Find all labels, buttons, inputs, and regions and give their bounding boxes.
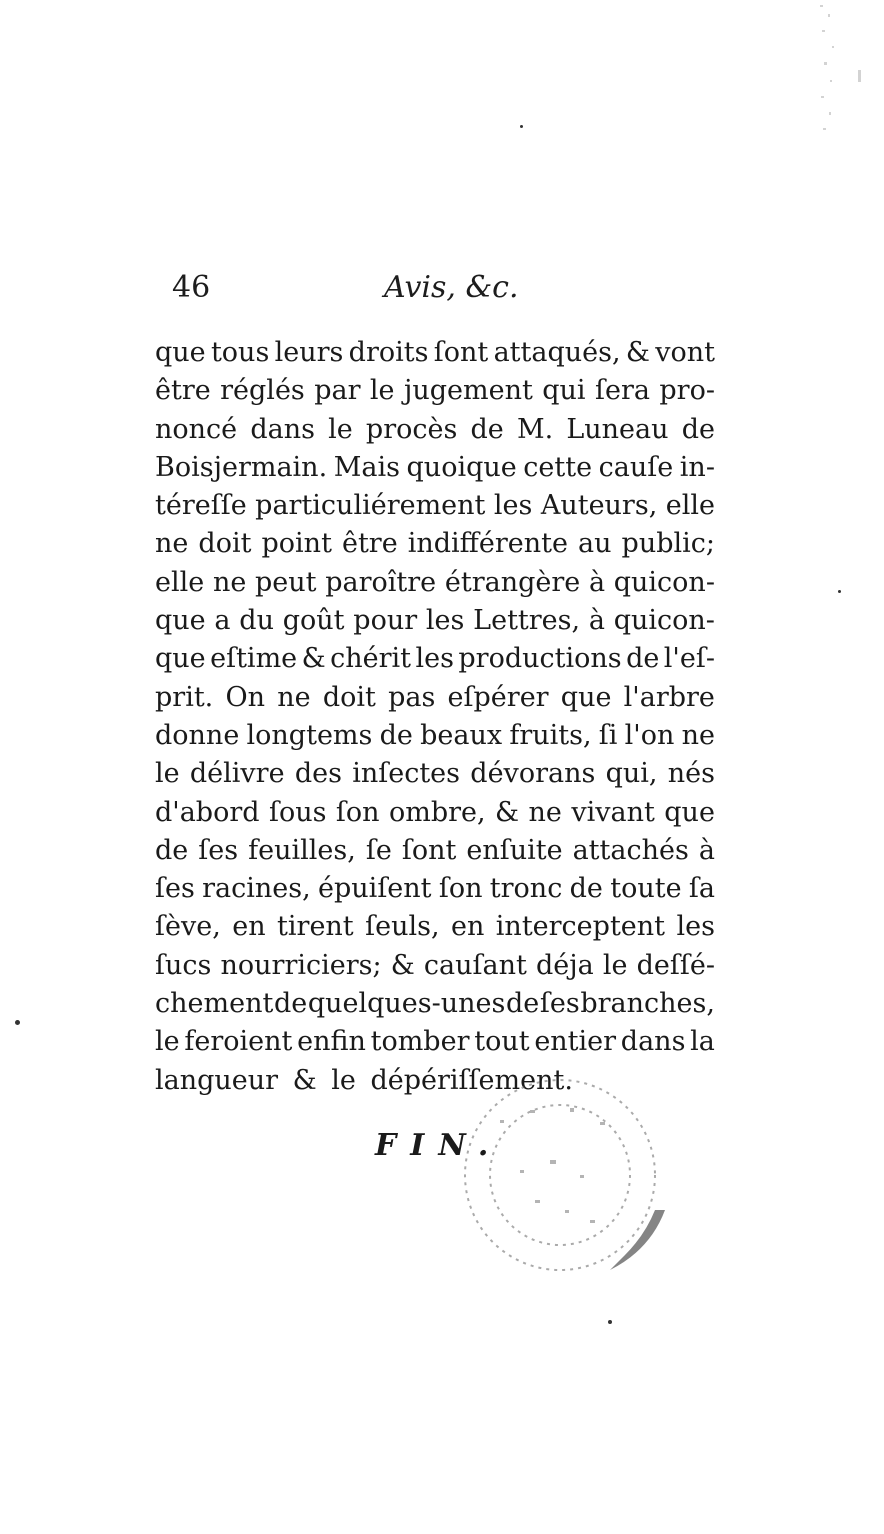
text-line: Boisjermain. Mais quoique cette cauſe in- bbox=[155, 451, 715, 483]
text-line: être réglés par le jugement qui ſera pro- bbox=[155, 375, 715, 407]
text-line: ſève, en tirent ſeuls, en interceptent les bbox=[155, 911, 715, 943]
library-stamp-icon bbox=[440, 1060, 680, 1290]
ink-speck bbox=[838, 590, 841, 593]
text-line: téreſſe particuliérement les Auteurs, elle bbox=[155, 490, 715, 522]
text-line: que eſtime & chérit les productions de l'eſ- bbox=[155, 643, 715, 675]
text-line: d'abord ſous ſon ombre, & ne vivant que bbox=[155, 796, 715, 828]
text-line: donne longtems de beaux fruits, ſi l'on ne bbox=[155, 719, 715, 751]
text-line: ſucs nourriciers; & cauſant déja le deſſé- bbox=[155, 949, 715, 981]
text-line: langueur & le dépériſſement. bbox=[155, 1064, 573, 1096]
text-line: elle ne peut paroître étrangère à quicon- bbox=[155, 566, 715, 598]
text-line: le délivre des inſectes dévorans qui, nés bbox=[155, 758, 715, 790]
ink-speck bbox=[520, 125, 523, 128]
text-line: noncé dans le procès de M. Luneau de bbox=[155, 413, 715, 445]
text-line: ne doit point être indifférente au public; bbox=[155, 528, 715, 560]
page-number: 46 bbox=[172, 270, 211, 305]
end-mark: FIN. bbox=[375, 1128, 503, 1163]
running-head bbox=[172, 270, 592, 310]
ink-speck bbox=[608, 1320, 612, 1324]
page-edge-noise bbox=[810, 0, 870, 150]
body-text bbox=[155, 334, 715, 1100]
running-title: Avis, &c. bbox=[384, 270, 519, 305]
text-line: le feroient enfin tomber tout entier dans la bbox=[155, 1026, 715, 1058]
text-line: de ſes feuilles, ſe ſont enſuite attachés à bbox=[155, 834, 715, 866]
text-line: que a du goût pour les Lettres, à quicon- bbox=[155, 605, 715, 637]
text-line: que tous leurs droits ſont attaqués, & vont bbox=[155, 337, 715, 368]
text-line: ſes racines, épuiſent ſon tronc de toute ſa bbox=[155, 873, 715, 905]
ink-speck bbox=[15, 1020, 20, 1025]
text-line: prit. On ne doit pas eſpérer que l'arbre bbox=[155, 681, 715, 713]
text-line: chement de quelques-unes de ſes branches, bbox=[155, 988, 715, 1020]
